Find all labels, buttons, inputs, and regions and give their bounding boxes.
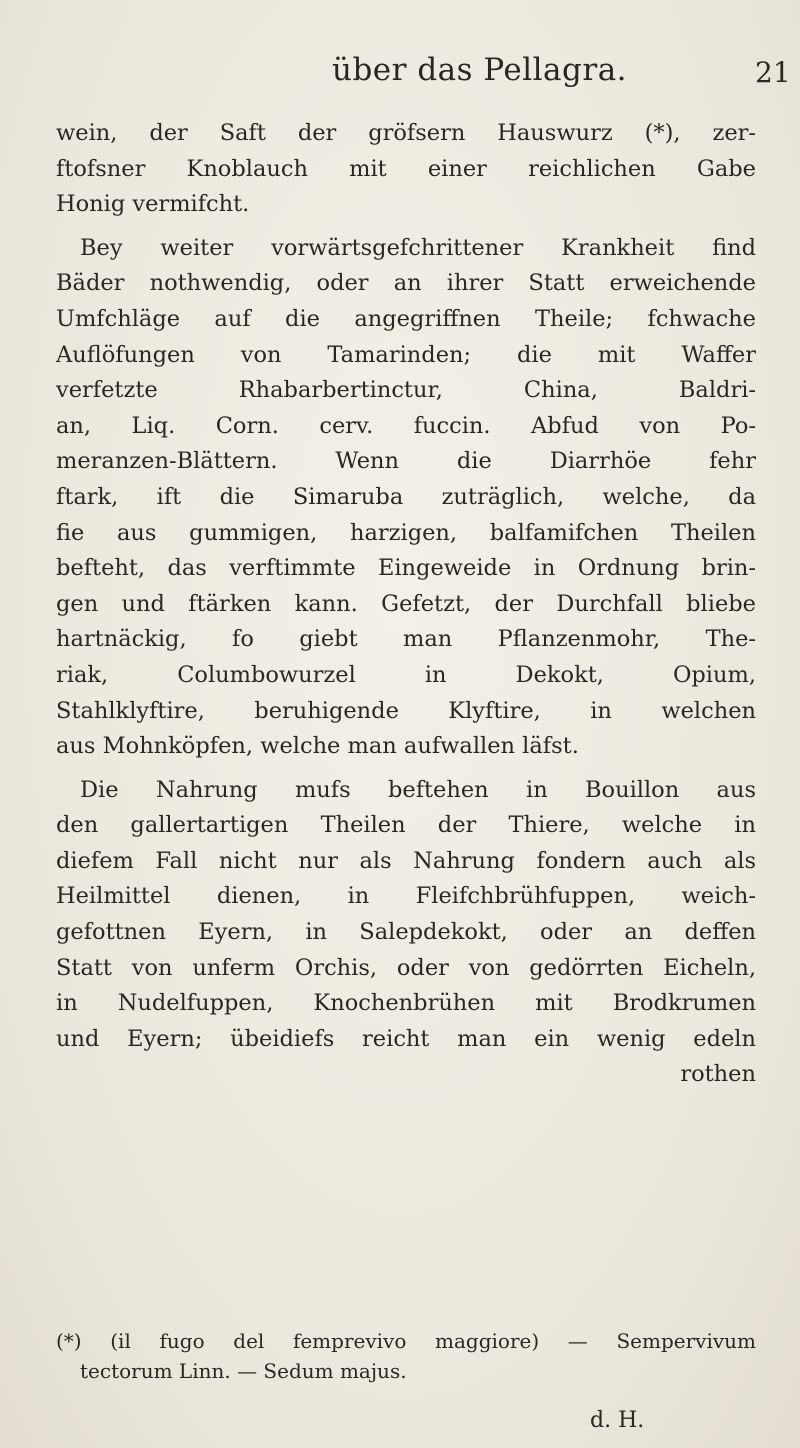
text-line: Umfchläge auf die angegriffnen Theile; fchwache (56, 305, 756, 332)
text-line: in Nudelfuppen, Knochenbrühen mit Brodkrumen (56, 990, 756, 1017)
page-header (0, 52, 800, 102)
footnote-signature: d. H. (590, 1408, 645, 1433)
text-line: Auflöfungen von Tamarinden; die mit Waffer (56, 341, 756, 368)
text-line: Heilmittel dienen, in Fleifchbrühfuppen, weich- (56, 883, 756, 910)
text-line: ftark, ift die Simaruba zuträglich, welche, da (56, 483, 756, 510)
text-line: Bäder nothwendig, oder an ihrer Statt erweichende (56, 270, 756, 297)
text-line: wein, der Saft der gröfsern Hauswurz (*), zer- (56, 120, 756, 146)
body-text (56, 116, 756, 1093)
footnote (56, 1326, 756, 1386)
text-line: diefem Fall nicht nur als Nahrung fondern auch als (56, 847, 756, 874)
catchword: rothen (680, 1061, 756, 1088)
text-line: riak, Columbowurzel in Dekokt, Opium, (56, 661, 756, 688)
text-line: und Eyern; übeidiefs reicht man ein wenig edeln (56, 1025, 756, 1052)
text-line: den gallertartigen Theilen der Thiere, welche in (56, 812, 756, 839)
text-line: fie aus gummigen, harzigen, balfamifchen Theilen (56, 519, 756, 546)
text-line: hartnäckig, fo giebt man Pflanzenmohr, The- (56, 626, 756, 653)
text-line: verfetzte Rhabarbertinctur, China, Baldri- (56, 377, 756, 404)
text-line: gen und ftärken kann. Gefetzt, der Durchfall bliebe (56, 590, 756, 617)
text-line: Bey weiter vorwärtsgefchrittener Krankheit find (80, 234, 756, 261)
footnote-line: (*) (il fugo del femprevivo maggiore) — Sempervivum (56, 1329, 756, 1353)
text-line: an, Liq. Corn. cerv. fuccin. Abfud von Po- (56, 412, 756, 439)
text-line: aus Mohnköpfen, welche man aufwallen läfst. (56, 733, 579, 760)
text-line: Statt von unferm Orchis, oder von gedörrten Eicheln, (56, 954, 756, 981)
text-line: befteht, das verftimmte Eingeweide in Ordnung brin- (56, 555, 756, 582)
footnote-line: tectorum Linn. — Sedum majus. (80, 1359, 407, 1383)
text-line: ftofsner Knoblauch mit einer reichlichen Gabe (56, 155, 756, 182)
text-line: Honig vermifcht. (56, 191, 250, 218)
page-number: 21 (755, 56, 791, 89)
text-line: gefottnen Eyern, in Salepdekokt, oder an deffen (56, 919, 756, 946)
text-line: Stahlklyftire, beruhigende Klyftire, in welchen (56, 697, 756, 724)
running-title: über das Pellagra. (332, 52, 628, 88)
text-line: meranzen-Blättern. Wenn die Diarrhöe fehr (56, 448, 756, 475)
text-line: Die Nahrung mufs beftehen in Bouillon aus (80, 776, 756, 803)
